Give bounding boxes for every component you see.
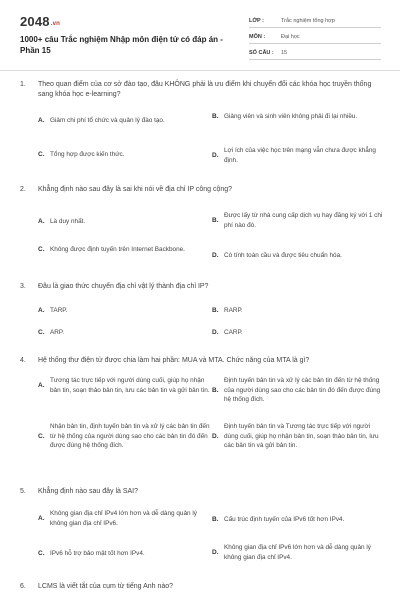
option-letter: B. <box>212 307 219 314</box>
option-b[interactable] <box>212 376 384 405</box>
option-text: ARP. <box>50 329 65 336</box>
option-c[interactable] <box>38 549 210 559</box>
option-text: Tương tác trực tiếp với người dùng cuối, giúp họ nhận bản tin, soạn thảo bản tin, lưu các bản tin và gửi bản tin. <box>50 377 210 394</box>
meta-value: Trắc nghiệm tổng hợp <box>281 17 335 24</box>
meta-label: SỐ CÂU : <box>249 49 274 56</box>
option-letter: A. <box>38 117 45 124</box>
option-letter: C. <box>38 432 45 440</box>
question-number: 2. <box>20 186 26 193</box>
option-letter: A. <box>38 514 45 522</box>
option-b[interactable] <box>212 211 384 230</box>
document-meta <box>249 14 381 62</box>
option-c[interactable] <box>38 245 210 255</box>
option-d[interactable] <box>212 543 384 562</box>
option-text: CARP. <box>224 329 243 336</box>
option-c[interactable] <box>38 422 210 451</box>
question-number: 3. <box>20 283 26 290</box>
question-text: Khẳng định nào sau đây là SAI? <box>38 488 139 495</box>
option-letter: B. <box>212 113 219 120</box>
option-b[interactable] <box>212 306 384 316</box>
option-b[interactable] <box>212 112 384 122</box>
question-2 <box>20 185 382 270</box>
option-letter: D. <box>212 548 219 556</box>
option-a[interactable] <box>38 509 210 528</box>
option-text: Lợi ích của việc học trên mạng vẫn chưa được khẳng định. <box>224 147 376 164</box>
option-letter: C. <box>38 151 45 158</box>
meta-label: MÔN : <box>249 33 266 40</box>
option-a[interactable] <box>38 376 210 395</box>
question-text: Đâu là giao thức chuyển địa chỉ vật lý thành địa chỉ IP? <box>38 283 209 290</box>
option-letter: D. <box>212 329 219 336</box>
question-5 <box>20 487 382 569</box>
option-letter: D. <box>212 252 219 259</box>
option-b[interactable] <box>212 515 384 525</box>
question-text: Theo quan điểm của cơ sở đào tạo, đâu KHÔNG phải là ưu điểm khi chuyển đổi các khóa học truyền thống sang khóa học e-learning? <box>38 81 372 98</box>
option-text: IPv6 hỗ trợ bảo mật tốt hơn IPv4. <box>50 550 145 557</box>
site-logo[interactable] <box>20 14 60 29</box>
option-text: Giảng viên và sinh viên không phải đi lại nhiều. <box>224 113 358 120</box>
option-text: Có tính toàn cầu và được tiêu chuẩn hóa. <box>224 252 342 259</box>
option-letter: B. <box>212 386 219 394</box>
option-letter: C. <box>38 246 45 253</box>
option-text: Định tuyến bản tin và Tương tác trực tiếp với người dùng cuối, giúp họ nhận bản tin, soạn thảo bản tin, lưu các bản tin và gửi bản tin. <box>224 423 379 449</box>
option-d[interactable] <box>212 328 384 338</box>
meta-value: Đại học <box>281 33 300 40</box>
option-d[interactable] <box>212 146 384 165</box>
option-c[interactable] <box>38 150 210 160</box>
option-text: Nhận bản tin, định tuyến bản tin và xử lý các bản tin đến từ hệ thống của người dùng sao cho các bản tin đó đến được đúng hệ thống đích. <box>50 423 210 449</box>
meta-value: 15 <box>281 49 288 56</box>
question-number: 4. <box>20 357 26 364</box>
option-text: Không gian địa chỉ IPv6 lớn hơn và dễ dàng quản lý không gian địa chỉ IPv4. <box>224 544 371 561</box>
question-6 <box>20 582 382 596</box>
question-3 <box>20 282 382 342</box>
option-letter: D. <box>212 432 219 440</box>
question-number: 5. <box>20 488 26 495</box>
meta-row-class <box>249 14 381 28</box>
question-header <box>20 356 382 366</box>
option-letter: C. <box>38 329 45 336</box>
option-a[interactable] <box>38 306 210 316</box>
option-letter: C. <box>38 550 45 557</box>
option-letter: A. <box>38 381 45 389</box>
meta-row-count <box>249 46 381 60</box>
option-d[interactable] <box>212 251 384 261</box>
question-header <box>20 487 382 497</box>
option-letter: D. <box>212 151 219 159</box>
document-title: 1000+ câu Trắc nghiệm Nhập môn điện tử có đáp án - Phần 15 <box>20 35 223 55</box>
option-letter: A. <box>38 307 45 314</box>
option-c[interactable] <box>38 328 210 338</box>
option-text: Là duy nhất. <box>50 218 86 225</box>
question-4 <box>20 356 382 478</box>
logo-suffix: .vn <box>50 21 61 27</box>
question-number: 1. <box>20 81 26 88</box>
option-letter: B. <box>212 216 219 224</box>
option-letter: B. <box>212 516 219 523</box>
question-text: LCMS là viết tắt của cụm từ tiếng Anh nào? <box>38 583 174 590</box>
question-1 <box>20 80 382 176</box>
option-text: TARP. <box>50 307 68 314</box>
meta-label: LỚP : <box>249 17 264 24</box>
meta-row-subject <box>249 30 381 44</box>
option-text: RARP. <box>224 307 243 314</box>
question-text: Hệ thống thư điện tử được chia làm hai phần: MUA và MTA. Chức năng của MTA là gì? <box>38 357 310 364</box>
option-a[interactable] <box>38 116 210 126</box>
question-text: Khẳng định nào sau đây là sai khi nói về địa chỉ IP công cộng? <box>38 186 233 193</box>
option-text: Không gian địa chỉ IPv4 lớn hơn và dễ dàng quản lý không gian địa chỉ IPv6. <box>50 510 197 527</box>
option-text: Được lấy từ nhà cung cấp dịch vụ hay đăng ký với 1 chi phí nào đó. <box>224 212 383 229</box>
option-text: Định tuyến bản tin và xử lý các bản tin đến từ hệ thống của người dùng sao cho các bản tin đó đến được đúng hệ thống đích. <box>224 377 381 403</box>
option-d[interactable] <box>212 422 384 451</box>
question-header <box>20 282 382 292</box>
option-text: Tổng hợp được kiến thức. <box>50 151 125 158</box>
question-number: 6. <box>20 583 26 590</box>
option-letter: A. <box>38 218 45 225</box>
option-text: Không được định tuyến trên Internet Backbone. <box>50 246 185 253</box>
option-text: Cấu trúc định tuyến của IPv6 tốt hơn IPv4. <box>224 516 345 523</box>
question-header <box>20 185 382 195</box>
logo-text: 2048 <box>20 14 50 29</box>
option-text: Giảm chi phí tổ chức và quản lý đào tạo. <box>50 117 165 124</box>
question-header <box>20 80 382 100</box>
page-header <box>0 0 400 66</box>
question-header <box>20 582 382 592</box>
option-a[interactable] <box>38 217 210 227</box>
header-divider <box>0 70 400 71</box>
